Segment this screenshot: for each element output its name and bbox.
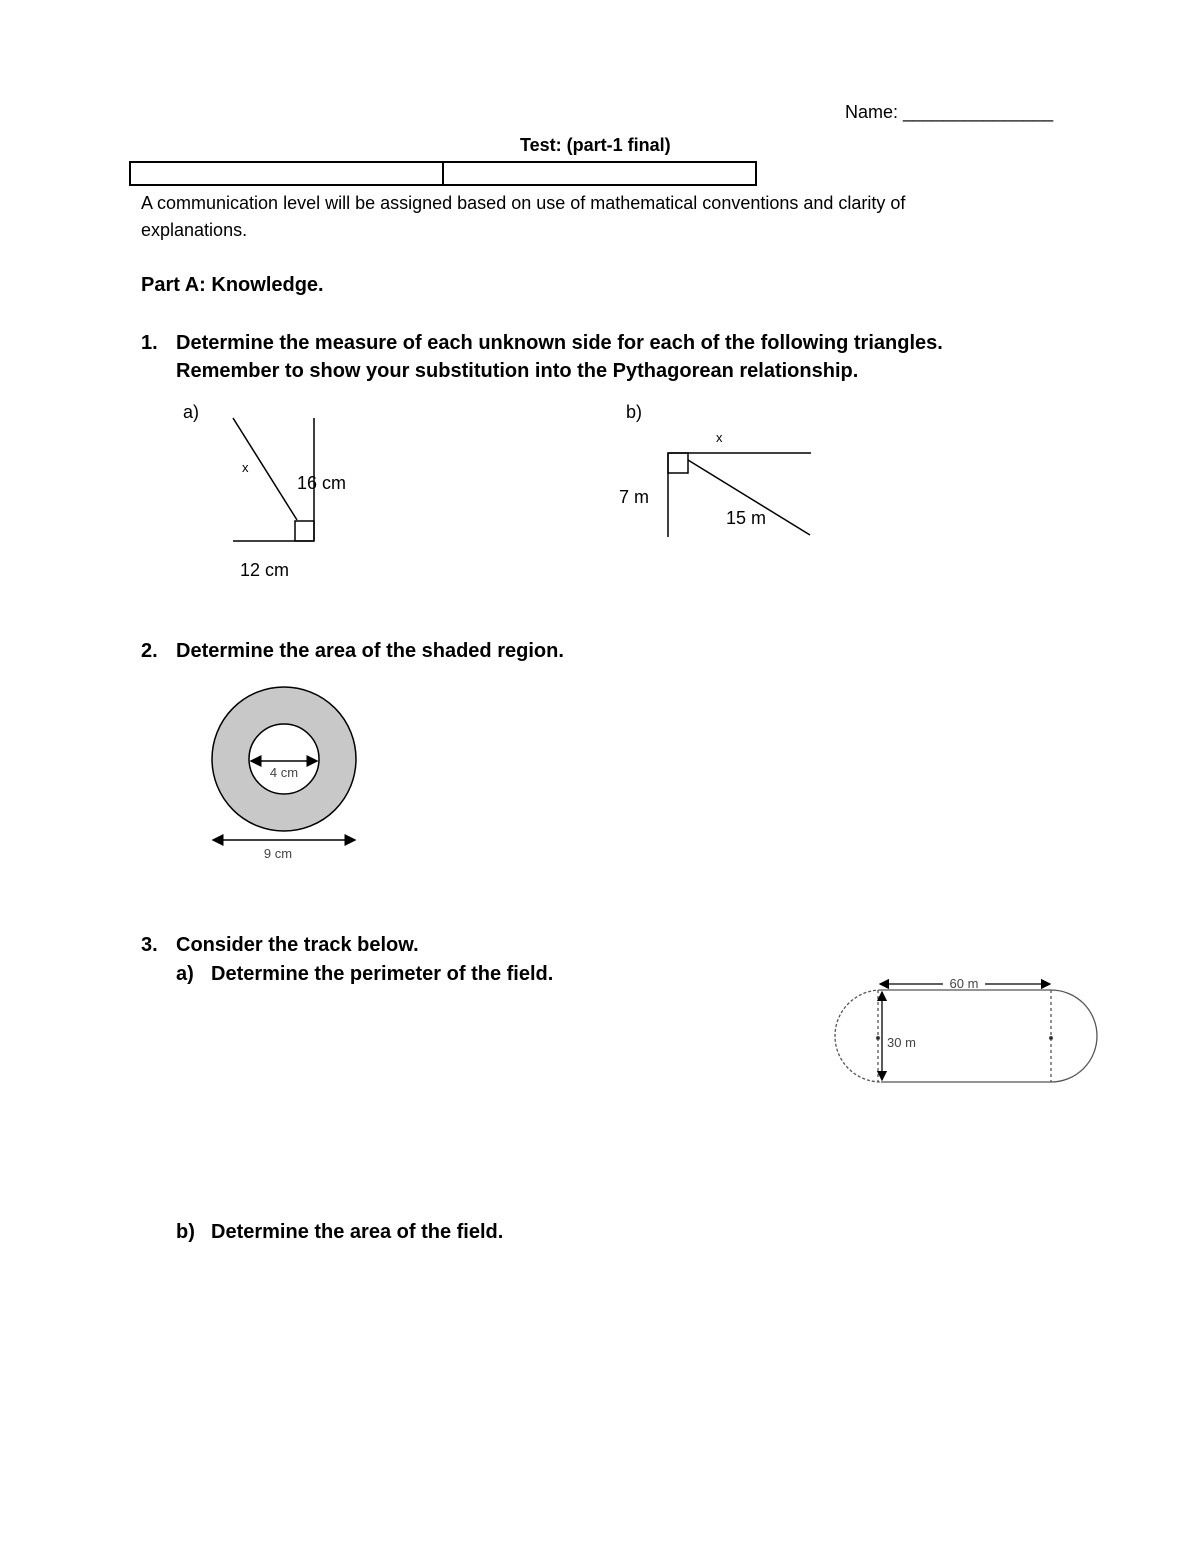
track-figure	[835, 984, 1097, 1082]
track-length-label: 60 m	[949, 976, 979, 991]
q1-number: 1.	[141, 332, 158, 354]
q1a-base-label: 12 cm	[240, 560, 290, 580]
triangle-a	[233, 418, 314, 541]
outer-diameter-label: 9 cm	[263, 846, 293, 861]
q1b-hyp-label: 15 m	[726, 508, 767, 528]
q2-number: 2.	[141, 640, 158, 662]
track-width-label: 30 m	[887, 1035, 916, 1050]
intro-text-2: explanations.	[141, 220, 248, 240]
q3b-text: Determine the area of the field.	[211, 1221, 504, 1243]
q1a-x-label: x	[242, 460, 249, 475]
q2-text: Determine the area of the shaded region.	[176, 640, 564, 662]
q3-number: 3.	[141, 934, 158, 956]
intro-text: A communication level will be assigned based on use of mathematical conventions and clarity of	[141, 193, 906, 213]
q1b-label: b)	[626, 402, 643, 422]
q3-text: Consider the track below.	[176, 934, 419, 956]
q3a-label: a)	[176, 963, 194, 985]
test-title: Test: (part-1 final)	[520, 135, 671, 155]
q1a-vertical-label: 16 cm	[297, 473, 347, 493]
name-field[interactable]: Name: _______________	[845, 102, 1054, 122]
inner-diameter-label: 4 cm	[269, 765, 299, 780]
annulus-figure	[212, 687, 356, 861]
q1a-label: a)	[183, 402, 200, 422]
q1b-x-label: x	[716, 430, 723, 445]
q1-text-2: Remember to show your substitution into the Pythagorean relationship.	[176, 360, 859, 382]
q3b-label: b)	[176, 1221, 195, 1243]
q1-text: Determine the measure of each unknown side for each of the following triangles.	[176, 332, 943, 354]
inner-circle	[249, 724, 319, 794]
q1b-vertical-label: 7 m	[619, 487, 650, 507]
triangle-b	[668, 453, 811, 537]
part-a-heading: Part A: Knowledge.	[141, 274, 324, 296]
q3a-text: Determine the perimeter of the field.	[211, 963, 554, 985]
